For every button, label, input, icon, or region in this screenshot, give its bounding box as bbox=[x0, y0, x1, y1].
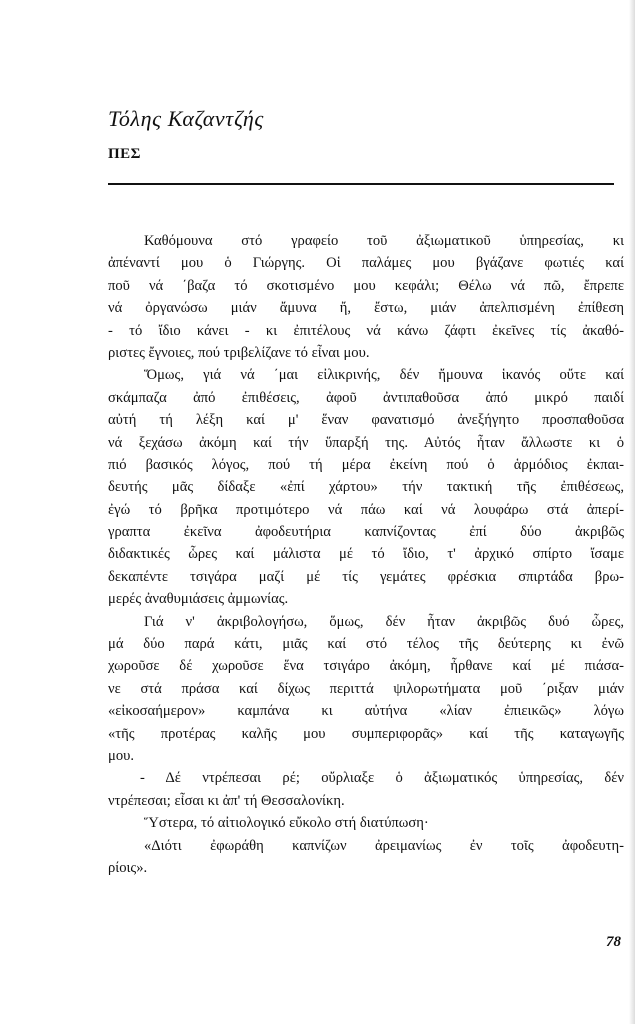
title-rule bbox=[108, 183, 614, 185]
text-line: πιό βασικός λόγος, πού τή μέρα ἐκείνη πού ὁ ἁρμόδιος ἐκπαι- bbox=[108, 456, 624, 473]
text-line: χωροῦσε δέ χωροῦσε ἕνα τσιγάρο ἀκόμη, ἦρθανε καί μέ πιάσα- bbox=[108, 658, 624, 675]
text-line: μά δύο παρά κάτι, μιᾶς καί στό τέλος τῆς δεύτερης κι ἐνῶ bbox=[108, 636, 624, 653]
text-line: ριστες ἔγνοιες, πού τριβελίζανε τό εἶναι μου. bbox=[108, 344, 370, 361]
story-text bbox=[108, 230, 624, 879]
author-name: Τόλης Καζαντζής bbox=[108, 106, 264, 131]
text-line: ποῦ νά ΄βαζα τό σκοτισμένο μου κεφάλι; Θέλω νά πῶ, ἔπρεπε bbox=[108, 277, 624, 294]
text-line: Ὕστερα, τό αἰτιολογικό εὔκολο στή διατύπωση· bbox=[144, 815, 429, 832]
text-line: νά ξεχάσω ἀκόμη καί τήν ὕπαρξή της. Αὐτός ἦταν ἄλλωστε κι ὁ bbox=[108, 434, 624, 451]
text-line: «εἰκοσαήμερον» καμπάνα κι αὐτήνα «λίαν ἐπιεικῶς» λόγω bbox=[108, 703, 624, 720]
text-line: - τό ἴδιο κάνει - κι ἐπιτέλους νά κάνω ζάφτι ἐκεῖνες τίς ἀκαθό- bbox=[108, 322, 624, 339]
text-line: δευτής μᾶς δίδαξε «ἐπί χάρτου» τήν τακτική τῆς ἐπιθέσεως, bbox=[108, 479, 624, 496]
text-line: σκάμπαζα ἀπό ἐπιθέσεις, ἀφοῦ ἀντιπαθοῦσα ἀπό μικρό παιδί bbox=[108, 389, 624, 406]
text-line: Ὅμως, γιά νά ΄μαι εἰλικρινής, δέν ἤμουνα ἱκανός οὔτε καί bbox=[144, 367, 624, 384]
text-line: ντρέπεσαι; εἶσαι κι ἀπ' τή Θεσσαλονίκη. bbox=[108, 792, 345, 809]
text-line: μερές ἀναθυμιάσεις ἀμμωνίας. bbox=[108, 591, 289, 608]
story-title: ΠΕΣ bbox=[108, 146, 141, 162]
text-line: «τῆς προτέρας καλῆς μου συμπεριφορᾶς» καί τῆς καταγωγῆς bbox=[108, 725, 624, 742]
text-line: «Διότι ἐφωράθη καπνίζων ἀρειμανίως ἐν τοῖς ἀφοδευτη- bbox=[144, 837, 624, 854]
text-line: μου. bbox=[108, 747, 134, 764]
text-line: νά ὀργανώσω μιάν ἄμυνα ἤ, ἔστω, μιάν ἀπελπισμένη ἐπίθεση bbox=[108, 300, 624, 317]
text-line: ρίοις». bbox=[108, 859, 148, 876]
text-line: νε στά πράσα καί δίχως περιττά ψιλορωτήματα μοῦ ΄ριξαν μιάν bbox=[108, 680, 624, 697]
text-line: ἐγώ τό βρῆκα προτιμότερο νά πάω καί νά λουφάρω στά ἀπερί- bbox=[108, 501, 624, 518]
text-line: - Δέ ντρέπεσαι ρέ; οὔρλιαξε ὁ ἀξιωματικός ὑπηρεσίας, δέν bbox=[140, 770, 624, 787]
text-line: Γιά ν' ἀκριβολογήσω, ὅμως, δέν ἦταν ἀκριβῶς δυό ὧρες, bbox=[144, 613, 624, 630]
page-edge-shadow bbox=[629, 0, 635, 1024]
page-number: 78 bbox=[606, 934, 621, 950]
text-line: διδακτικές ὧρες καί μάλιστα μέ τό ἴδιο, τ' ἀρχικό σπίρτο ἴσαμε bbox=[108, 546, 624, 563]
text-line: δεκαπέντε τσιγάρα μαζί μέ τίς γεμάτες φρέσκια σπιρτάδα βρω- bbox=[108, 568, 624, 585]
text-line: γραπτα ἐκεῖνα ἀφοδευτήρια καπνίζοντας ἐπί δύο ἀκριβῶς bbox=[108, 524, 624, 541]
text-line: ἀπέναντί μου ὁ Γιώργης. Οἱ παλάμες μου βγάζανε φωτιές καί bbox=[108, 255, 624, 272]
text-line: αὐτή τή λέξη καί μ' ἕναν φανατισμό ἀνεξήγητο προσπαθοῦσα bbox=[108, 412, 624, 429]
text-line: Καθόμουνα στό γραφείο τοῦ ἀξιωματικοῦ ὑπηρεσίας, κι bbox=[144, 233, 624, 249]
